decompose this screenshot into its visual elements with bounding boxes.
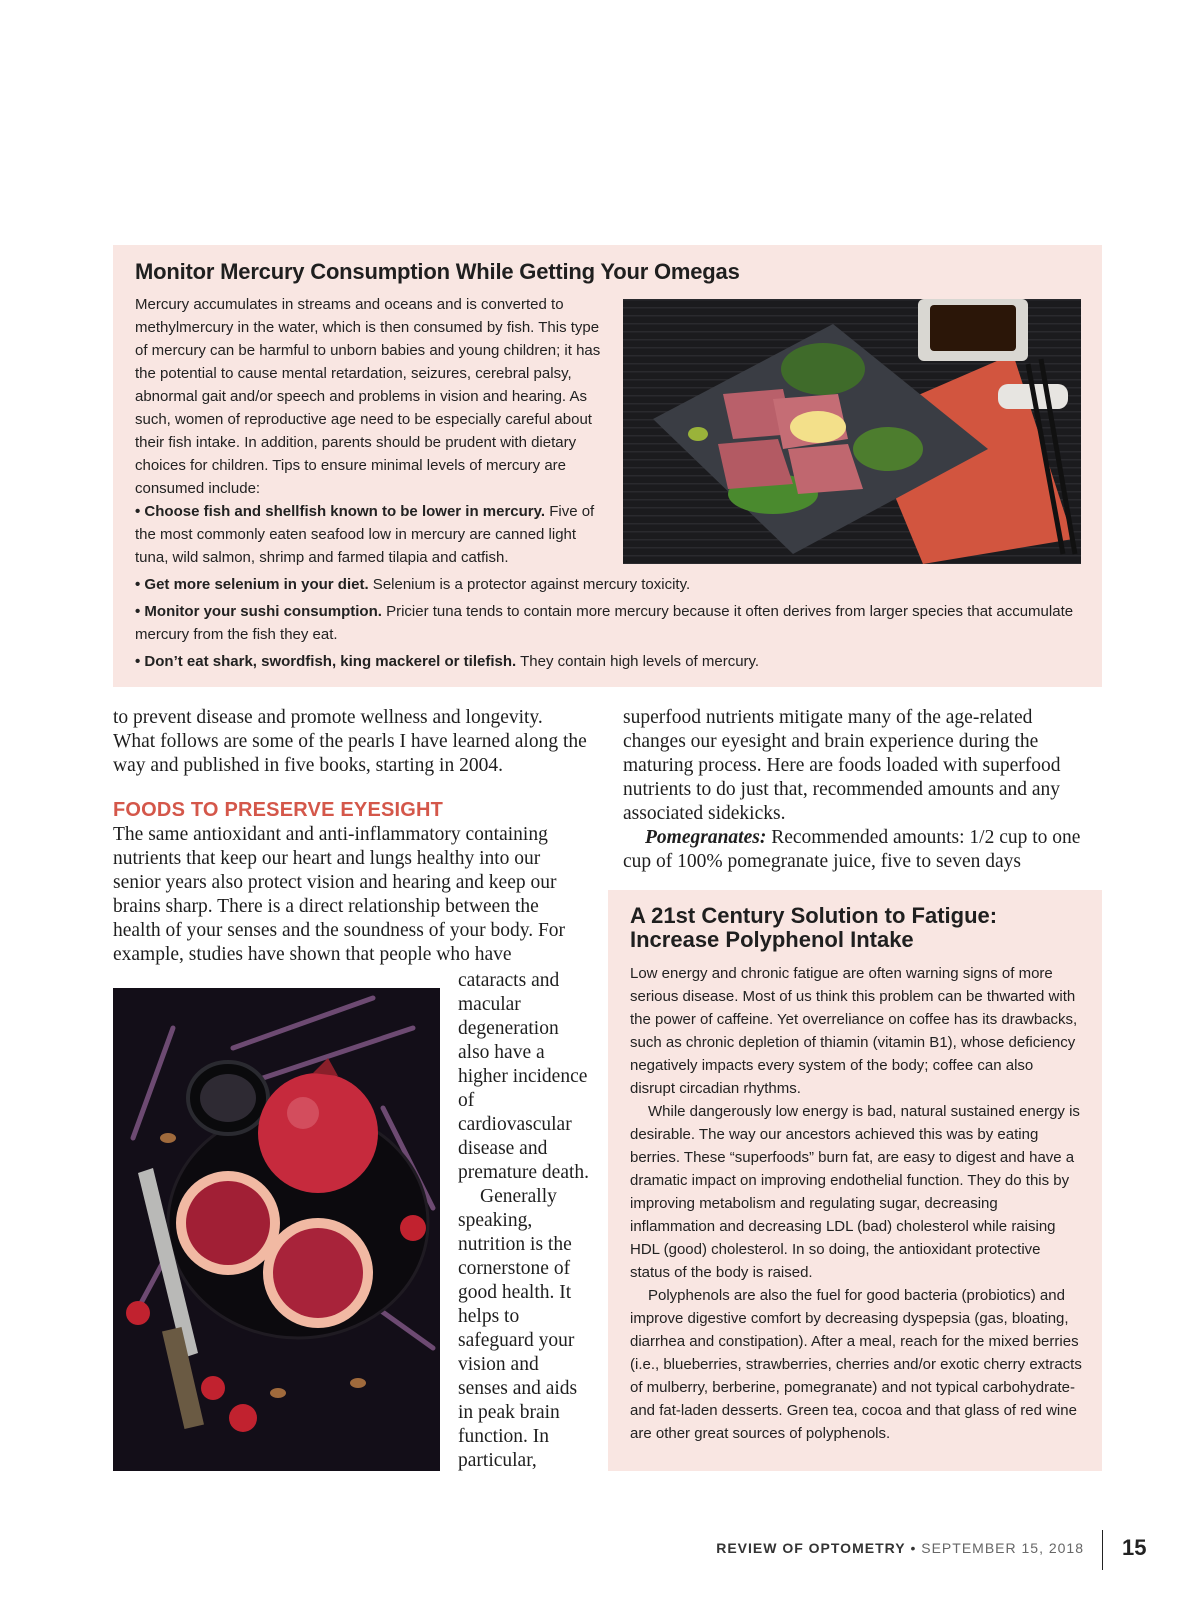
article-left-column [113,706,587,967]
footer-separator: • [905,1540,922,1556]
fatigue-para-3: Polyphenols are also the fuel for good bacteria (probiotics) and improve digestive comfort by decreasing dyspepsia (gas, bloating, diarrhea and constipation). After a meal, reach for the mixed berries (i.e., blueberries, strawberries, cherries and/or exotic cherry extracts of mulberry, berberine, pomegranate) and not typical carbohydrate- and fat-laden desserts. Green tea, cocoa and that glass of red wine are other great sources of polyphenols. [630,1287,1082,1442]
article-para-cataracts: cataracts and macular degeneration also have a higher incidence of cardiovascular disease and premature death. [458,970,590,1183]
mercury-sidebar [113,245,1102,687]
mercury-bullet-3: • Monitor your sushi consumption. Pricier tuna tends to contain more mercury because it often derives from larger species that accumulate mercury from the fish they eat. [135,603,1074,643]
publication-name: REVIEW OF OPTOMETRY [716,1540,906,1556]
fatigue-sidebar [608,890,1102,1471]
article-narrow-column [458,969,590,1473]
issue-date: SEPTEMBER 15, 2018 [921,1540,1084,1556]
seared-tuna-photo [623,299,1081,564]
article-para-intro: to prevent disease and promote wellness and longevity. What follows are some of the pearls I have learned along the way and published in five books, starting in 2004. [113,707,587,776]
mercury-sidebar-text [135,293,613,569]
mercury-bullet-1: • Choose fish and shellfish known to be lower in mercury. Five of the most commonly eaten seafood low in mercury are canned light tuna, wild salmon, shrimp and farmed tilapia and catfish. [135,503,595,566]
page-footer [716,1540,1084,1556]
article-para-eyesight: The same antioxidant and anti-inflammatory containing nutrients that keep our heart and lungs healthy into our senior years also protect vision and hearing and keep our brains sharp. There is a direct relationship between the health of your senses and the soundness of your body. For example, studies have shown that people who have [113,824,566,965]
pomegranate-photo [113,988,440,1471]
article-para-nutrition: Generally speaking, nutrition is the cornerstone of good health. It helps to safeguard your vision and senses and aids in peak brain function. In particular, [458,1186,578,1471]
article-right-column [623,706,1099,874]
fatigue-sidebar-title: A 21st Century Solution to Fatigue: Increase Polyphenol Intake [630,903,998,952]
article-para-pomegranates: Pomegranates: Recommended amounts: 1/2 cup to one cup of 100% pomegranate juice, five to seven days [623,827,1081,872]
mercury-bullet-2: • Get more selenium in your diet. Selenium is a protector against mercury toxicity. [135,576,691,593]
mercury-sidebar-title: Monitor Mercury Consumption While Getting Your Omegas [135,259,740,284]
fatigue-para-2: While dangerously low energy is bad, natural sustained energy is desirable. The way our ancestors achieved this was by eating berries. These “superfoods” burn fat, are easy to digest and have a dramatic impact on improving endothelial function. They do this by improving metabolism and regulating sugar, decreasing inflammation and decreasing LDL (bad) cholesterol while raising HDL (good) cholesterol. In so doing, the antioxidant protective status of the body is raised. [630,1103,1080,1281]
article-para-superfood: superfood nutrients mitigate many of the age-related changes our eyesight and brain experience during the maturing process. Here are foods loaded with superfood nutrients to do just that, recommended amounts and any associated sidekicks. [623,707,1061,824]
mercury-bullet-4: • Don’t eat shark, swordfish, king mackerel or tilefish. They contain high levels of mercury. [135,653,760,670]
page-number: 15 [1122,1535,1147,1560]
footer-divider [1102,1530,1103,1570]
mercury-intro: Mercury accumulates in streams and oceans and is converted to methylmercury in the water, which is then consumed by fish. This type of mercury can be harmful to unborn babies and young children; it has the potential to cause mental retardation, seizures, cerebral palsy, abnormal gait and/or speech and problems in vision and hearing. As such, women of reproductive age need to be especially careful about their fish intake. In addition, parents should be prudent with dietary choices for children. Tips to ensure minimal levels of mercury are consumed include: [135,296,601,497]
section-heading-eyesight: FOODS TO PRESERVE EYESIGHT [113,799,444,821]
fatigue-para-1: Low energy and chronic fatigue are often warning signs of more serious disease. Most of us think this problem can be thwarted with the power of caffeine. Yet overreliance on coffee has its drawbacks, such as chronic depletion of thiamin (vitamin B1), whose deficiency negatively impacts every system of the body; coffee can also disrupt circadian rhythms. [630,965,1078,1097]
